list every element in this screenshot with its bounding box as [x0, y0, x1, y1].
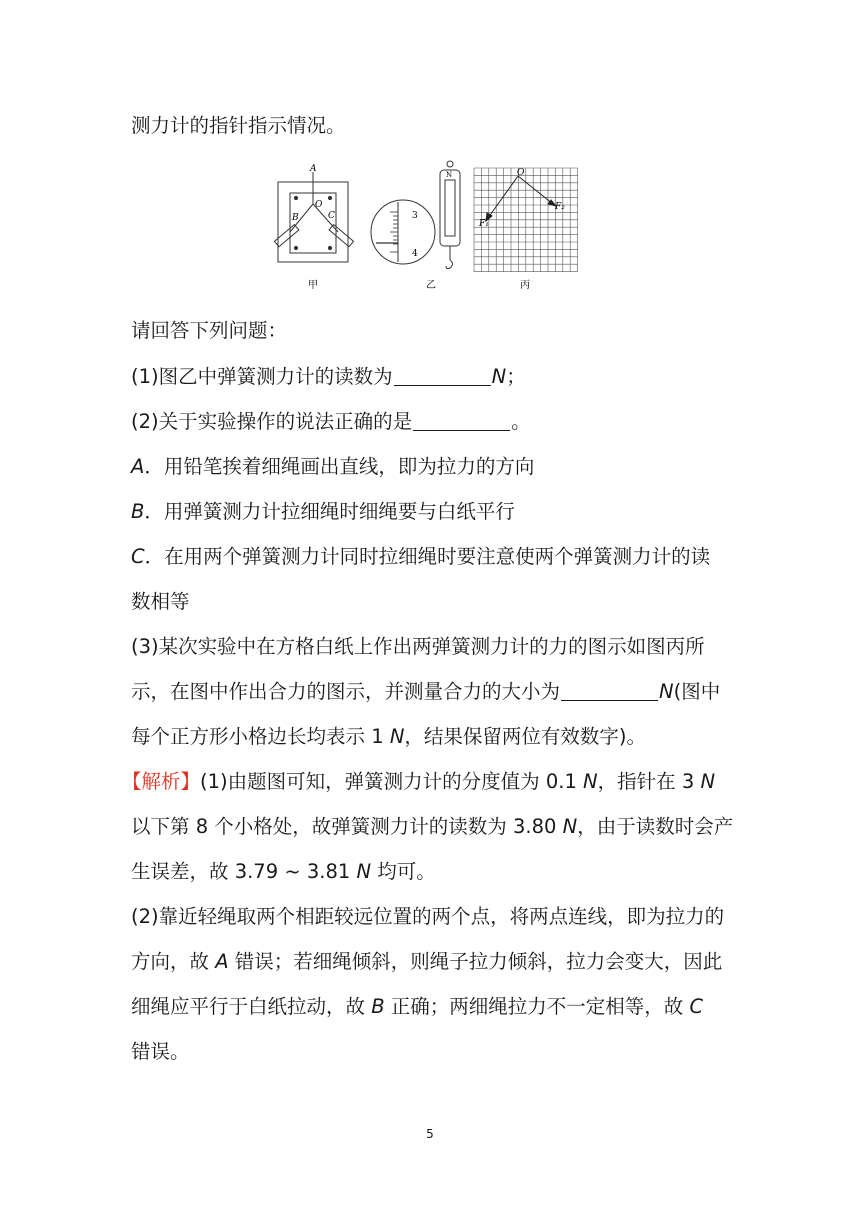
figure-jia: [274, 172, 353, 262]
option-c: C．在用两个弹簧测力计同时拉细绳时要注意使两个弹簧测力计的读: [131, 545, 711, 568]
label-c: C: [328, 211, 335, 221]
spring-scale-window: [445, 180, 455, 236]
experiment-figure: [268, 160, 588, 295]
label-f2: F₂: [555, 202, 565, 212]
pin-2: [328, 196, 331, 199]
scale-hook: [446, 260, 453, 269]
answer-blank-3: [561, 680, 658, 701]
question-1: (1)图乙中弹簧测力计的读数为 N；: [131, 365, 526, 388]
answer-blank-1: [394, 365, 491, 386]
label-yi: 乙: [426, 280, 436, 291]
label-a: A: [310, 164, 317, 174]
scale-label-n: N: [446, 171, 453, 179]
option-b: B．用弹簧测力计拉细绳时细绳要与白纸平行: [131, 500, 515, 523]
analysis-line-1: 【解析】(1)由题图可知，弹簧测力计的分度值为 0.1 N，指针在 3 N: [122, 770, 716, 793]
label-bing: 丙: [520, 280, 530, 291]
label-o: O: [315, 200, 323, 210]
analysis-line-5: 方向，故 A 错误；若细绳倾斜，则绳子拉力倾斜，拉力会变大，因此: [131, 950, 723, 973]
pin-1: [294, 196, 297, 199]
label-b: B: [292, 213, 299, 223]
question-2: (2)关于实验操作的说法正确的是 。: [131, 410, 531, 433]
figure-bing: [474, 168, 578, 272]
magnifier-circle: [371, 200, 435, 264]
analysis-line-7: 错误。: [131, 1040, 190, 1063]
label-jia: 甲: [308, 280, 318, 291]
analysis-tag: 【解析】: [122, 770, 201, 793]
force-f1: [488, 176, 518, 218]
question-3-line-1: (3)某次实验中在方格白纸上作出两弹簧测力计的力的图示如图丙所: [131, 635, 705, 658]
scale-ring: [447, 161, 453, 167]
spring-scale-body: [440, 170, 460, 246]
scale-label-3: 3: [412, 211, 418, 221]
label-f1: F₁: [479, 219, 489, 229]
analysis-line-3: 生误差，故 3.79 ~ 3.81 N 均可。: [131, 860, 436, 883]
analysis-line-6: 细绳应平行于白纸拉动，故 B 正确；两细绳拉力不一定相等，故 C: [131, 995, 704, 1018]
analysis-line-4: (2)靠近轻绳取两个相距较远位置的两个点，将两点连线，即为拉力的: [131, 905, 725, 928]
analysis-line-2: 以下第 8 个小格处，故弹簧测力计的读数为 3.80 N，由于读数时会产: [131, 815, 734, 838]
answer-blank-2: [413, 410, 510, 431]
pin-3: [294, 246, 297, 249]
intro-text: 测力计的指针指示情况。: [131, 114, 346, 137]
option-c-cont: 数相等: [131, 590, 190, 613]
page-number: 5: [426, 1127, 434, 1141]
label-o-bing: O: [517, 168, 525, 178]
spring-scale-c: [329, 225, 353, 247]
pin-4: [328, 246, 331, 249]
prompt-text: 请回答下列问题：: [131, 319, 288, 342]
scale-label-4: 4: [412, 249, 418, 259]
option-a: A．用铅笔挨着细绳画出直线，即为拉力的方向: [131, 455, 535, 478]
question-3-line-2: 示，在图中作出合力的图示，并测量合力的大小为 N(图中: [131, 680, 721, 703]
question-3-line-3: 每个正方形小格边长均表示 1 N，结果保留两位有效数字)。: [131, 725, 647, 748]
